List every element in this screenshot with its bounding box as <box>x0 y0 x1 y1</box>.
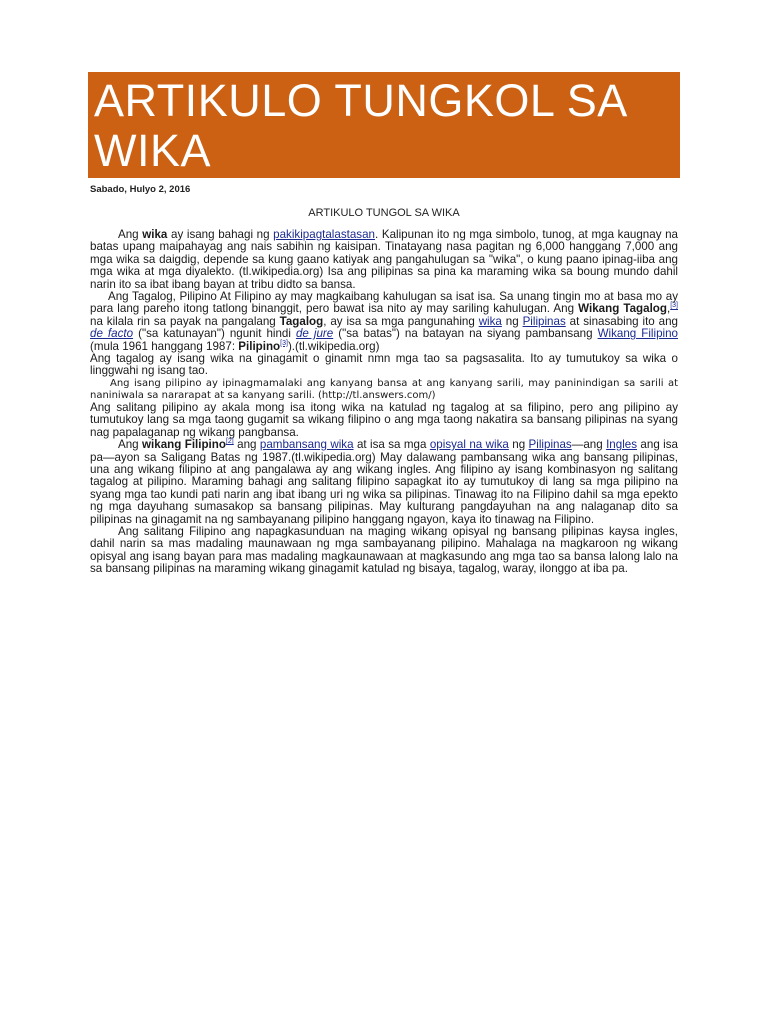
footnote-link[interactable]: [3] <box>670 302 678 310</box>
article-heading: ARTIKULO TUNGOL SA WIKA <box>308 207 460 219</box>
text-run: ng <box>508 438 529 452</box>
footnote-ref <box>226 438 234 445</box>
link-wika[interactable]: wika <box>478 314 502 328</box>
post-date: Sabado, Hulyo 2, 2016 <box>90 184 191 195</box>
text-run: ("sa katunayan") ngunit hindi <box>133 327 296 341</box>
page-title: ARTIKULO TUNGKOL SA WIKA <box>94 75 626 176</box>
text-run: . Kalipunan ito ng mga simbolo, tunog, at mga kaugnay na batas upang maipahayag ang nais sabihin ng kaisipan. Tinatayang nasa pagitan ng 6,000 hanggang 7,000 ang mga wika sa daigdig, depende sa kung gaano katiyak ang pangahulugan sa "wika", o kung paano ipinag-iiba ang mga wika at mga diyalekto. (tl.wikipedia.org) Isa ang pilipinas sa pina ka maraming wika sa boung mundo dahil narin ito sa ibat ibang bayan at tribu didto sa bansa. <box>90 228 678 291</box>
text-run: ("sa batas") na batayan na siyang pambansang <box>333 327 598 341</box>
text-run: ay isang bahagi ng <box>167 228 274 241</box>
text-run: ang <box>233 438 260 452</box>
text-run: ).(tl.wikipedia.org) <box>287 339 380 353</box>
paragraph-tagalog-definition: Ang tagalog ay isang wika na ginagamit o ginamit nmn mga tao sa pagsasalita. Ito ay tumutukoy sa wika o linggwahi ng isang tao. <box>90 352 678 378</box>
bold-term: Pilipino <box>238 339 281 353</box>
article-body <box>90 229 678 576</box>
title-banner <box>88 72 680 178</box>
link-pambansang-wika[interactable]: pambansang wika <box>259 438 354 452</box>
link-pilipinas[interactable]: Pilipinas <box>528 438 572 452</box>
footnote-ref <box>670 303 678 310</box>
paragraph-tagalog <box>90 291 678 353</box>
text-run: ang isa pa—ayon sa Saligang Batas ng 1987.(tl.wikipedia.org) May dalawang pambansang wika ang bansang pilipinas, una ang wikang filipino at ang pangalawa ay ang wikang ingles. Ang filipino ay isang kombinasyon ng salitang tagalog at pilipino. Maraming bahagi ang salitang filipino sapagkat ito ay tumutukoy di lang sa mga pilipino na syang mga tao kundi pati narin ang ibat ibang uri ng wika sa pilipinas. Tinawag ito na Filipino dahil sa mga epekto ng mga dayuhang sumasakop sa bansang pilipinas. May kulturang pangdayuhan na ang nalaganap dito sa pilipinas na ginagamit na ng sambayanang pilipino hanggang ngayon, kaya ito tinawag na Filipino. <box>90 438 678 526</box>
paragraph-wikang-opisyal: Ang salitang Filipino ang napagkasunduan na maging wikang opisyal ng bansang pilipinas kaysa ingles, dahil narin sa mas madaling maunawaan ng mga sambayanang pilipino. Mahalaga na magkaroon ng wikang opisyal ang isang bayan para mas madaling magkaunawaan at magkasundo ang mga tao sa bansa lalong lalo na sa bansang pilipinas na maraming wikang ginagamit katulad ng bisaya, tagalog, waray, ilonggo at iba pa. <box>90 524 678 576</box>
link-pakikipagtalastasan[interactable]: pakikipagtalastasan <box>273 228 375 241</box>
text-run: , ay isa sa mga pangunahing <box>323 314 479 328</box>
text-run: at sinasabing ito ang <box>565 314 678 328</box>
text-run: (mula 1961 hanggang 1987: <box>90 339 239 353</box>
bold-term: Wikang Tagalog <box>578 302 667 316</box>
link-opisyal-na-wika[interactable]: opisyal na wika <box>429 438 509 452</box>
text-run: —ang <box>571 438 607 452</box>
text-run: Ang <box>118 438 143 452</box>
bold-term: Tagalog <box>279 314 324 328</box>
text-run: , <box>666 302 671 316</box>
footnote-link[interactable]: [2] <box>225 438 234 446</box>
text-run: na kilala rin sa payak na pangalang <box>90 314 280 328</box>
bold-term: wikang Filipino <box>142 438 226 452</box>
link-de-jure[interactable]: de jure <box>295 327 334 341</box>
footnote-link[interactable]: [3] <box>280 339 288 347</box>
paragraph-pilipino-quote: Ang isang pilipino ay ipinagmamalaki ang kanyang bansa at ang kanyang sarili, may paninindigan sa sarili at naniniwala sa nararapat at sa kanyang sarili. (http://tl.answers.com/) <box>90 377 678 401</box>
bold-term: wika <box>142 228 168 241</box>
link-wikang-filipino[interactable]: Wikang Filipino <box>597 327 679 341</box>
link-ingles[interactable]: Ingles <box>606 438 638 452</box>
text-run: ng <box>501 314 523 328</box>
paragraph-pilipino: Ang salitang pilipino ay akala mong isa itong wika na katulad ng tagalog at sa filipino, pero ang pilipino ay tumutukoy lang sa mga taong gugamit sa wikang filipino o ang mga taong nakatira sa bansang pilipinas na syang nag papalaganap ng wikang pangbansa. <box>90 400 678 439</box>
link-pilipinas[interactable]: Pilipinas <box>522 314 566 328</box>
paragraph-wika <box>90 229 678 291</box>
footnote-ref <box>280 340 288 347</box>
text-run: at isa sa mga <box>353 438 430 452</box>
text-run: Ang <box>118 228 143 241</box>
paragraph-filipino <box>90 439 678 526</box>
link-de-facto[interactable]: de facto <box>90 327 134 341</box>
text-run: Ang Tagalog, Pilipino At Filipino ay may magkaibang kahulugan sa isat isa. Sa unang tingin mo at basa mo ay para lang pareho itong tatlong binanggit, pero bawat isa nito ay may sariling kahulugan. Ang <box>90 290 678 316</box>
